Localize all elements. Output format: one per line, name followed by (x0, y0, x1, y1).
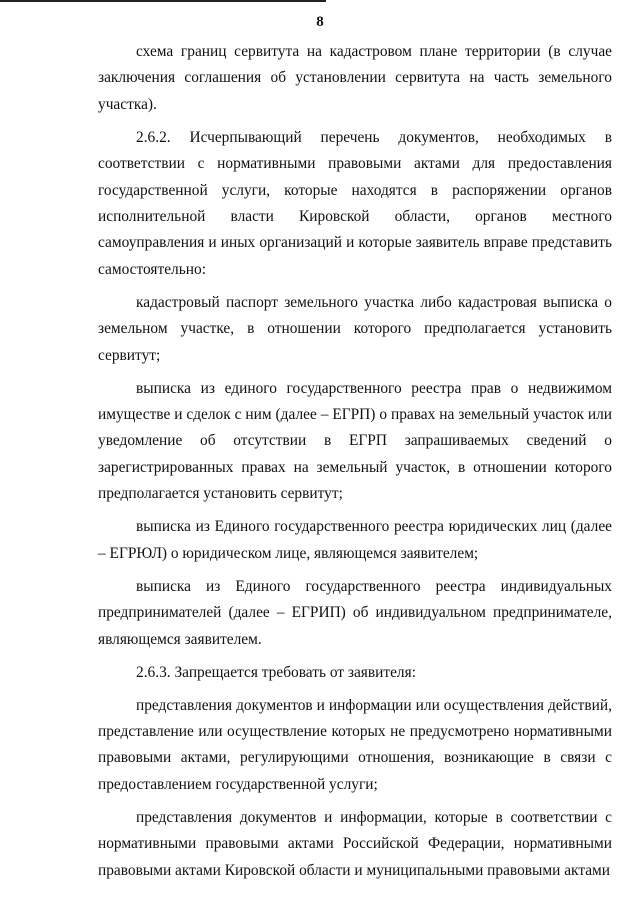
paragraph-prohibited-documents: представления документов и информации, которые в соответствии с нормативными правовыми актами Российской Федерации, нормативными правовыми актами Кировской области и муниципальными правовыми актами (98, 808, 612, 879)
top-rule (0, 0, 326, 2)
paragraph-egrp-extract: выписка из единого государственного реестра прав о недвижимом имуществе и сделок с ним (далее – ЕГРП) о правах на земельный участок или уведомление об отсутствии в ЕГРП запрашиваемых сведений о зарегистрированных правах на земельный участок, в отношении которого предполагается установить сервитут; (98, 379, 612, 503)
paragraph-prohibited-actions: представления документов и информации или осуществления действий, представление или осуществление которых не предусмотрено нормативными правовыми актами, регулирующими отношения, возникающие в связи с предоставлением государственной услуги; (98, 696, 612, 793)
paragraph-egrul-extract: выписка из Единого государственного реестра юридических лиц (далее – ЕГРЮЛ) о юридическом лице, являющемся заявителем; (98, 518, 612, 562)
paragraph-servitude-scheme: схема границ сервитута на кадастровом плане территории (в случае заключения соглашения об установлении сервитута на часть земельного участка). (98, 43, 612, 113)
paragraph-2-6-2: 2.6.2. Исчерпывающий перечень документов, необходимых в соответствии с нормативными правовыми актами для предоставления государственной услуги, которые находятся в распоряжении органов исполнительной власти Кировской области, органов местного самоуправления и иных организаций и которые заявитель вправе представить самостоятельно: (98, 128, 612, 278)
page-number: 8 (316, 14, 324, 30)
paragraph-2-6-3: 2.6.3. Запрещается требовать от заявителя: (136, 663, 416, 681)
paragraph-egrip-extract: выписка из Единого государственного реестра индивидуальных предпринимателей (далее – ЕГРИП) об индивидуальном предпринимателе, являющемся заявителем. (98, 577, 612, 648)
paragraph-cadastral-passport: кадастровый паспорт земельного участка либо кадастровая выписка о земельном участке, в отношении которого предполагается установить сервитут; (98, 293, 612, 364)
document-body (98, 39, 612, 891)
